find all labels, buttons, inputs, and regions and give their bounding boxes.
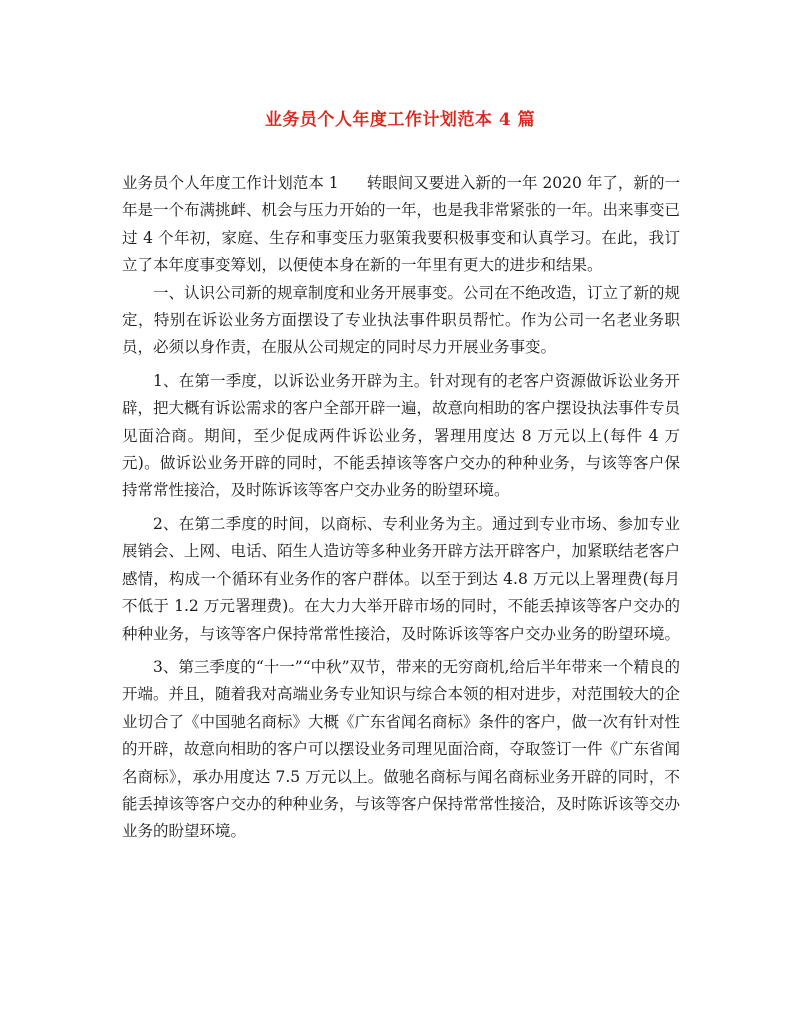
paragraph-quarter-two: 2、在第二季度的时间，以商标、专利业务为主。通过到专业市场、参加专业展销会、上网、电话、陌生人造访等多种业务开辟方法开辟客户，加紧联结老客户感情，构成一个循环有业务作的客户群体。以至于到达 4.8 万元以上署理费(每月不低于 1.2 万元署理费)。在大力大举开辟市场的同时，不能丢掉该等客户交办的种种业务，与该等客户保持常常性接洽，及时陈诉该等客户交办业务的盼望环境。	[122, 514, 681, 643]
paragraph-quarter-three: 3、第三季度的“十一”“中秋”双节，带来的无穷商机,给后半年带来一个精良的开端。并且，随着我对高端业务专业知识与综合本领的相对进步，对范围较大的企业切合了《中国驰名商标》大概《广东省闻名商标》条件的客户，做一次有针对性的开辟，故意向相助的客户可以摆设业务司理见面洽商，夺取签订一件《广东省闻名商标》，承办用度达 7.5 万元以上。做驰名商标与闻名商标业务开辟的同时，不能丢掉该等客户交办的种种业务，与该等客户保持常常性接洽，及时陈诉该等交办业务的盼望环境。	[122, 657, 681, 841]
intro-text: 转眼间又要进入新的一年 2020 年了，新的一年是一个布满挑衅、机会与压力开始的一年，也是我非常紧张的一年。出来事变已过 4 个年初，家庭、生存和事变压力驱策我要积极事变和认真学习。在此，我订立了本年度事变筹划，以便使本身在新的一年里有更大的进步和结果。	[122, 174, 681, 275]
intro-label: 业务员个人年度工作计划范本 1	[122, 174, 339, 192]
paragraph-quarter-one: 1、在第一季度，以诉讼业务开辟为主。针对现有的老客户资源做诉讼业务开辟，把大概有诉讼需求的客户全部开辟一遍，故意向相助的客户摆设执法事件专员见面洽商。期间，至少促成两件诉讼业务，署理用度达 8 万元以上(每件 4 万元)。做诉讼业务开辟的同时，不能丢掉该等客户交办的种种业务，与该等客户保持常常性接洽，及时陈诉该等客户交办业务的盼望环境。	[122, 371, 681, 500]
document-title: 业务员个人年度工作计划范本 4 篇	[264, 110, 536, 130]
document-body	[122, 170, 680, 846]
intro-paragraph	[122, 170, 680, 280]
paragraph-section-one: 一、认识公司新的规章制度和业务开展事变。公司在不绝改造，订立了新的规定，特别在诉讼业务方面摆设了专业执法事件职员帮忙。作为公司一名老业务职员，必须以身作责，在服从公司规定的同时尽力开展业务事变。	[122, 283, 681, 357]
